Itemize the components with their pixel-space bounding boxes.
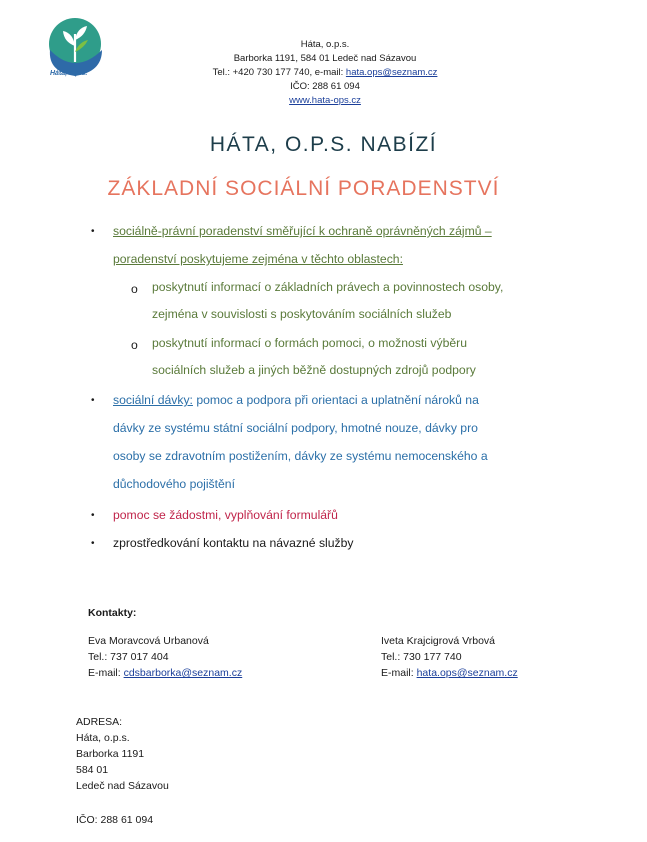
contact-prefix: Tel.: +420 730 177 740, e-mail:	[212, 67, 346, 78]
address-block	[76, 714, 169, 794]
contact-left	[88, 633, 242, 681]
sub-bullet-icon: o	[131, 338, 138, 352]
address-org: Háta, o.p.s.	[76, 732, 130, 744]
service-2-line-1-rest: pomoc a podpora při orientaci a uplatnění nároků na	[192, 393, 479, 407]
website-link[interactable]: www.hata-ops.cz	[289, 95, 361, 106]
org-ico: IČO: 288 61 094	[290, 81, 360, 92]
service-2-line-4: důchodového pojištění	[113, 477, 235, 491]
email-label: E-mail:	[381, 667, 417, 679]
bullet-icon: •	[91, 510, 95, 521]
org-name: Háta, o.p.s.	[300, 39, 350, 50]
contact-left-tel: Tel.: 737 017 404	[88, 651, 169, 663]
contact-right-email-link[interactable]: hata.ops@seznam.cz	[416, 667, 518, 679]
contact-left-email-row	[88, 665, 242, 681]
service-1-sub-1-line-2: zejména v souvislosti s poskytováním sociálních služeb	[152, 307, 452, 321]
contact-left-name: Eva Moravcová Urbanová	[88, 635, 209, 647]
bullet-icon: •	[91, 538, 95, 549]
bullet-icon: •	[91, 395, 95, 406]
contacts-heading: Kontakty:	[88, 607, 137, 619]
service-2-label: sociální dávky:	[113, 393, 193, 407]
service-1-line-1: sociálně-právní poradenství směřující k ochraně oprávněných zájmů –	[113, 224, 492, 238]
address-city: Ledeč nad Sázavou	[76, 780, 169, 792]
address-street: Barborka 1191	[76, 748, 145, 760]
letterhead	[160, 38, 490, 108]
service-3: pomoc se žádostmi, vyplňování formulářů	[113, 508, 338, 522]
contact-right-name: Iveta Krajcigrová Vrbová	[381, 635, 495, 647]
contact-left-email-link[interactable]: cdsbarborka@seznam.cz	[123, 667, 243, 679]
logo-caption: Háta, o.p.s.	[50, 70, 88, 77]
footer-ico: IČO: 288 61 094	[76, 814, 154, 826]
bullet-icon: •	[91, 226, 95, 237]
service-2-line-3: osoby se zdravotním postižením, dávky ze systému nemocenského a	[113, 449, 488, 463]
page-title: HÁTA, O.P.S. NABÍZÍ	[209, 133, 438, 156]
header-email-link[interactable]: hata.ops@seznam.cz	[345, 67, 438, 78]
service-1-sub-1-line-1: poskytnutí informací o základních právech a povinnostech osoby,	[152, 280, 504, 294]
service-4: zprostředkování kontaktu na návazné služby	[113, 536, 354, 550]
contact-right	[381, 633, 518, 681]
address-label: ADRESA:	[76, 716, 123, 728]
contact-right-email-row	[381, 665, 518, 681]
email-label: E-mail:	[88, 667, 124, 679]
service-2-line-1	[113, 393, 479, 407]
sub-bullet-icon: o	[131, 282, 138, 296]
service-1-line-2: poradenství poskytujeme zejména v těchto oblastech:	[113, 252, 403, 266]
org-contact-line	[160, 66, 490, 80]
service-1-sub-2-line-1: poskytnutí informací o formách pomoci, o možnosti výběru	[152, 336, 467, 350]
org-address: Barborka 1191, 584 01 Ledeč nad Sázavou	[233, 53, 417, 64]
contact-right-tel: Tel.: 730 177 740	[381, 651, 462, 663]
service-1-sub-2-line-2: sociálních služeb a jiných běžně dostupných zdrojů podpory	[152, 363, 476, 377]
page-subtitle: ZÁKLADNÍ SOCIÁLNÍ PORADENSTVÍ	[107, 177, 500, 200]
organization-logo	[44, 16, 106, 78]
service-2-line-2: dávky ze systému státní sociální podpory, hmotné nouze, dávky pro	[113, 421, 478, 435]
address-zip: 584 01	[76, 764, 109, 776]
